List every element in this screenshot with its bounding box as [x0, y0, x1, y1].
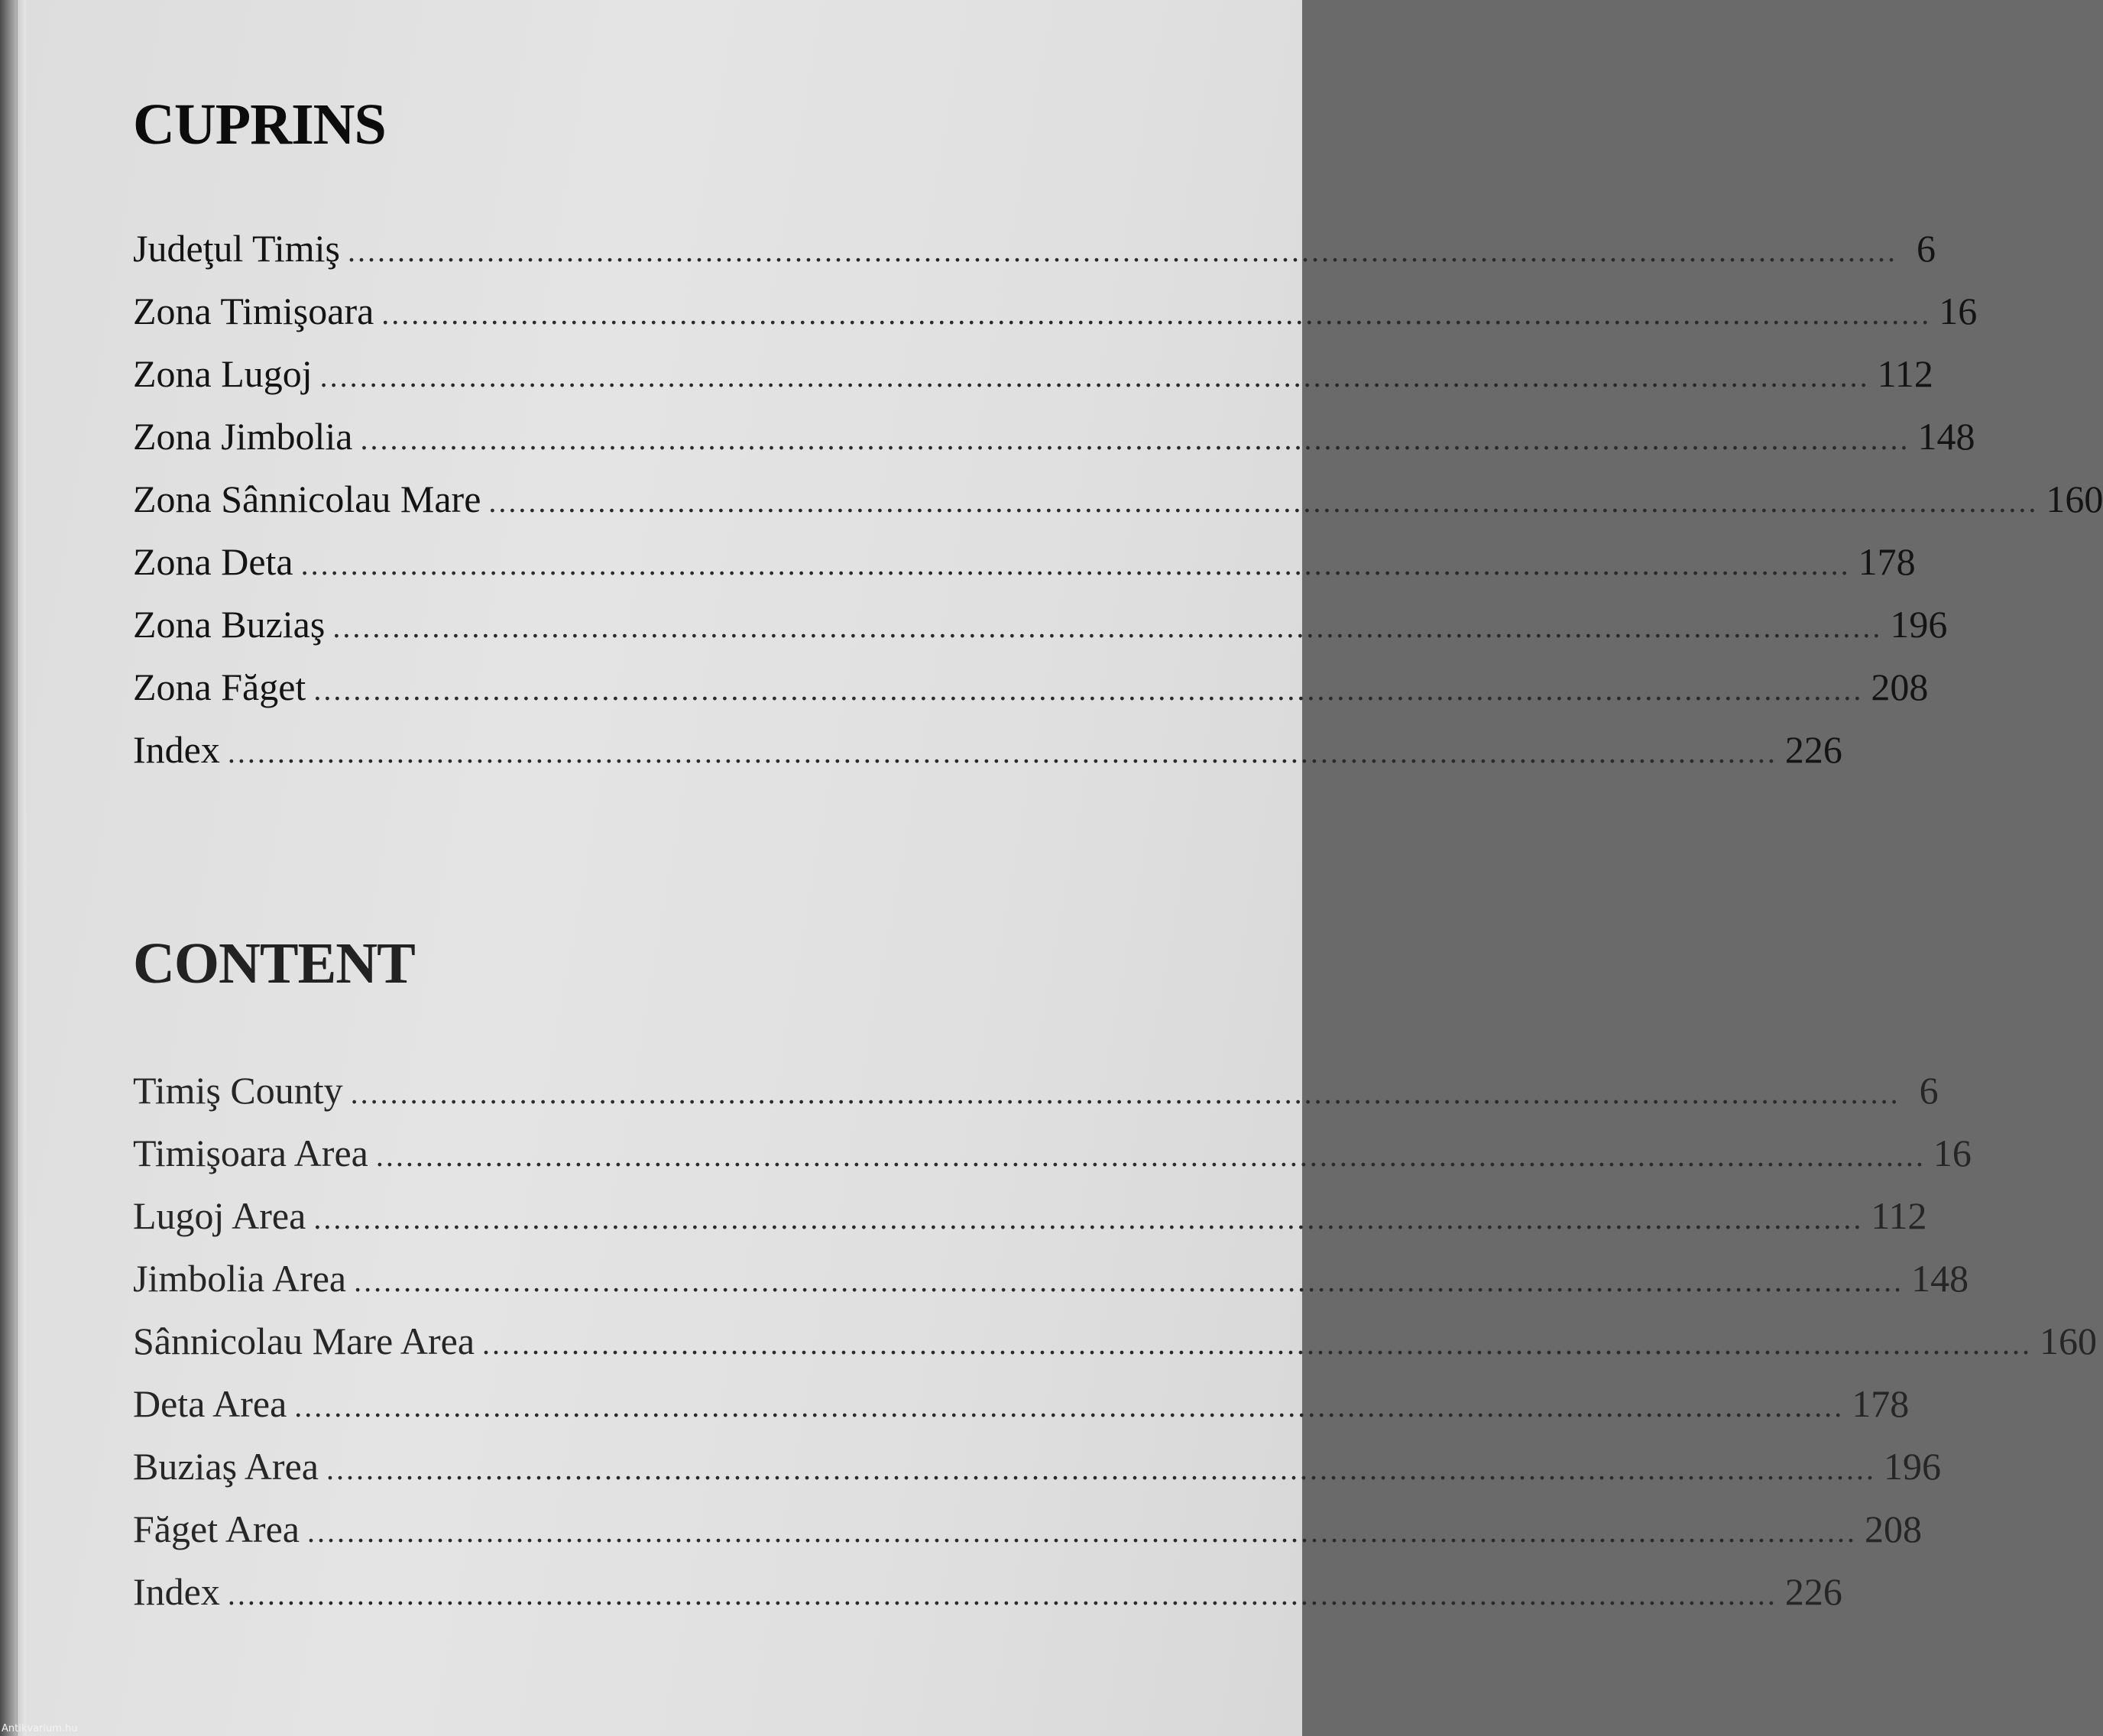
toc-entry [133, 1131, 1972, 1194]
toc-entry-label: Index [133, 728, 220, 771]
dot-leader [326, 1451, 1876, 1487]
toc-entry-label: Zona Deta [133, 540, 293, 583]
toc-entry-page: 178 [1858, 540, 1916, 583]
toc-entry-label: Jimbolia Area [133, 1257, 347, 1300]
toc-entry-page: 160 [2046, 478, 2103, 520]
toc-entry-page: 16 [1939, 290, 1978, 332]
dot-leader [351, 1075, 1900, 1111]
dot-leader [348, 233, 1897, 269]
toc-entry-page: 16 [1933, 1132, 1972, 1174]
toc-entry-page: 112 [1877, 352, 1933, 395]
toc-entry-label: Index [133, 1570, 220, 1613]
toc-entry-label: Zona Timişoara [133, 290, 374, 332]
toc-entry [133, 414, 1975, 477]
toc-entry-label: Sânnicolau Mare Area [133, 1320, 475, 1362]
toc-entry-page: 196 [1883, 1445, 1941, 1488]
toc-entry [133, 539, 1916, 602]
dot-leader [301, 546, 1851, 582]
dot-leader [376, 1138, 1926, 1174]
toc-entry-label: Timişoara Area [133, 1132, 368, 1174]
toc-entry-page: 208 [1871, 666, 1929, 708]
toc-entry [133, 477, 2103, 539]
toc-entry [133, 351, 1933, 414]
toc-entry-page: 112 [1871, 1194, 1927, 1237]
toc-entry-label: Judeţul Timiş [133, 227, 340, 270]
toc-entry [133, 1194, 1927, 1256]
toc-entry-label: Buziaş Area [133, 1445, 319, 1488]
toc-entry [133, 226, 1936, 289]
toc-entry-label: Deta Area [133, 1382, 287, 1425]
book-spine-edge [0, 0, 17, 1736]
dot-leader [332, 609, 1882, 645]
section-title-content: CONTENT [133, 931, 415, 996]
toc-entry-label: Făget Area [133, 1508, 300, 1550]
toc-entry-page: 196 [1890, 603, 1948, 646]
section-title-cuprins: CUPRINS [133, 92, 386, 157]
toc-entry-page: 148 [1911, 1257, 1969, 1300]
dot-leader [381, 296, 1931, 332]
toc-entry [133, 1256, 1969, 1319]
toc-entry-label: Zona Buziaş [133, 603, 326, 646]
toc-entry [133, 1381, 1910, 1444]
toc-entry [133, 1444, 1941, 1507]
toc-entry-label: Zona Lugoj [133, 352, 313, 395]
toc-entry-label: Zona Sânnicolau Mare [133, 478, 481, 520]
toc-entry-page: 160 [2040, 1320, 2098, 1362]
watermark: Antikvarium.hu [2, 1723, 78, 1734]
dot-leader [228, 734, 1777, 770]
dot-leader [488, 484, 2038, 520]
toc-entry [133, 665, 1929, 727]
toc-entry-page: 208 [1864, 1508, 1922, 1550]
dot-leader [313, 672, 1863, 708]
toc-list-cuprins [133, 226, 2103, 790]
toc-entry-page: 6 [1919, 1069, 1939, 1112]
toc-entry [133, 1319, 2098, 1381]
dot-leader [313, 1200, 1863, 1236]
dot-leader [294, 1388, 1844, 1424]
toc-entry [133, 602, 1948, 665]
toc-entry [133, 1507, 1922, 1569]
toc-entry [133, 289, 1978, 351]
toc-entry [133, 1569, 1842, 1632]
toc-entry-label: Timiş County [133, 1069, 343, 1112]
dot-leader [354, 1263, 1904, 1299]
toc-entry-page: 226 [1784, 728, 1842, 771]
toc-entry-page: 6 [1916, 227, 1936, 270]
book-page [26, 0, 2103, 1736]
dot-leader [228, 1576, 1777, 1612]
toc-list-content [133, 1068, 2098, 1632]
toc-entry [133, 1068, 1939, 1131]
toc-entry-page: 226 [1784, 1570, 1842, 1613]
toc-entry-page: 178 [1852, 1382, 1910, 1425]
toc-entry-label: Zona Făget [133, 666, 306, 708]
toc-entry-page: 148 [1917, 415, 1975, 458]
toc-entry [133, 727, 1842, 790]
dot-leader [360, 421, 1910, 457]
toc-entry-label: Lugoj Area [133, 1194, 306, 1237]
dot-leader [482, 1326, 2032, 1362]
toc-entry-label: Zona Jimbolia [133, 415, 353, 458]
dot-leader [320, 358, 1870, 394]
dot-leader [307, 1514, 1857, 1550]
